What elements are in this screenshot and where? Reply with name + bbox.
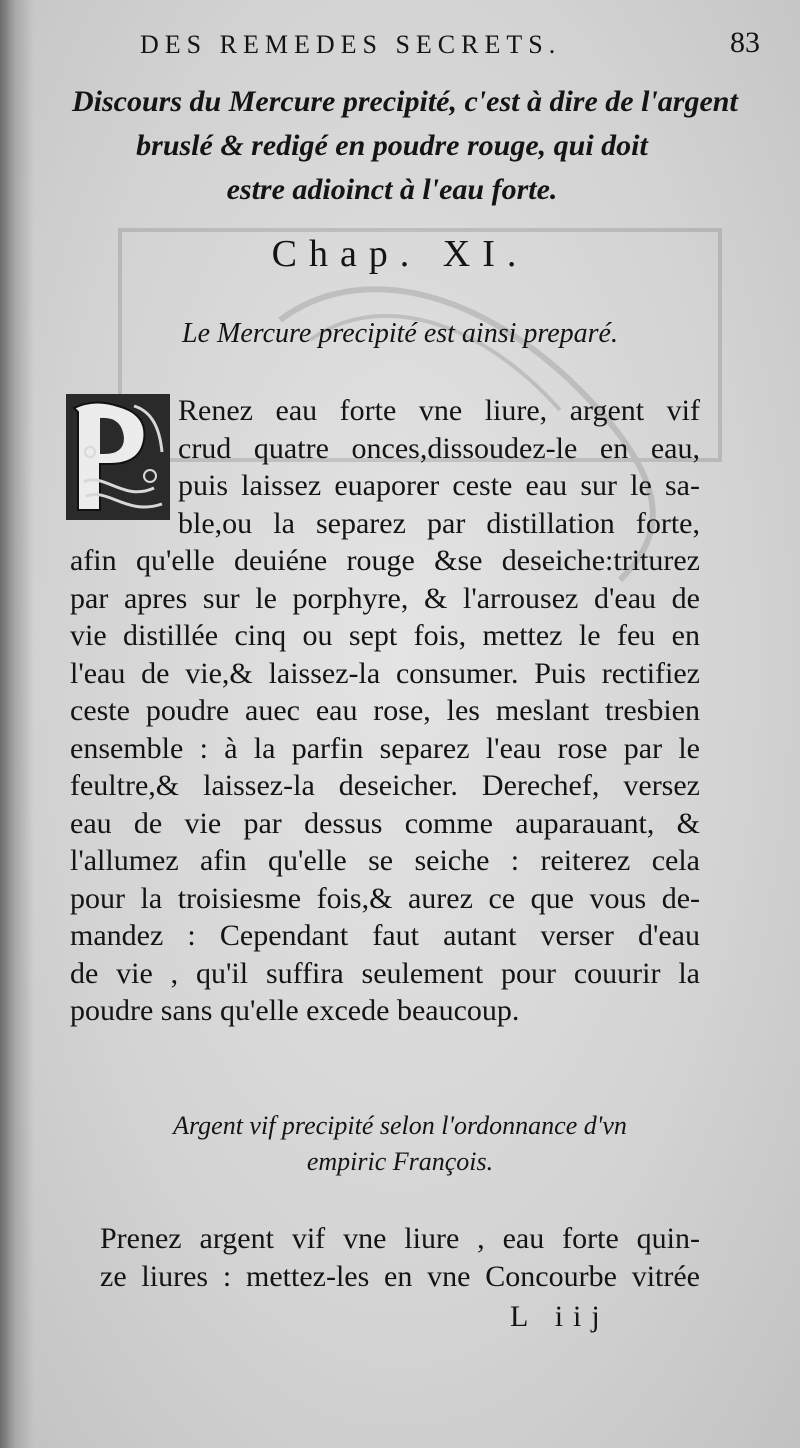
section-title [72,80,738,212]
text-line: feultre,& laissez-la deseicher. Derechef, versez [70,769,700,802]
text-line: ble,ou la separez par distillation forte, [178,506,700,540]
text-line: ze liures : mettez-les en vne Concourbe vitrée [100,1259,700,1293]
section-title-line: Discours du Mercure precipité, c'est à dire de l'argent [72,85,738,118]
second-title-line: Argent vif precipité selon l'ordonnance d'vn [173,1111,627,1140]
section-title-line: bruslé & redigé en poudre rouge, qui doit [136,129,648,162]
running-head: DES REMEDES SECRETS. [140,30,562,59]
chapter-subheading: Le Mercure precipité est ainsi preparé. [182,318,618,349]
text-line: ensemble : à la parfin separez l'eau rose par le [70,731,700,765]
ornamental-dropcap-icon [64,392,172,522]
text-line: puis laissez euaporer ceste eau sur le sa- [178,469,700,502]
signature-mark: L iij [510,1300,610,1333]
paragraph-1 [70,542,700,1030]
text-line: vie distillée cinq ou sept fois, mettez le feu en [70,619,700,652]
text-line: crud quatre onces,dissoudez-le en eau, [178,431,700,465]
text-line: l'eau de vie,& laissez-la consumer. Puis rectifiez [70,656,700,690]
second-title-line: empiric François. [306,1147,494,1176]
page-number: 83 [730,26,760,59]
page-gutter-shadow [0,0,34,1448]
paragraph-1-indented [178,392,700,542]
text-line: eau de vie par dessus comme auparauant, & [70,806,700,840]
second-section-title [100,1108,700,1180]
text-line: par apres sur le porphyre, & l'arrousez d'eau de [70,581,700,615]
text-line: l'allumez afin qu'elle se seiche : reiterez cela [70,844,700,877]
text-line: Renez eau forte vne liure, argent vif [178,394,700,427]
text-line: Prenez argent vif vne liure , eau forte quin- [100,1222,700,1255]
section-title-line: estre adioinct à l'eau forte. [226,173,558,206]
text-line: poudre sans qu'elle excede beaucoup. [70,994,520,1027]
text-line: pour la troisiesme fois,& aurez ce que vous de- [70,881,700,915]
text-line: afin qu'elle deuiéne rouge &se deseiche:triturez [70,544,700,577]
chapter-heading: Chap. XI. [271,233,529,275]
text-line: ceste poudre auec eau rose, les meslant tresbien [70,694,700,727]
text-line: de vie , qu'il suffira seulement pour couurir la [70,956,700,990]
text-line: mandez : Cependant faut autant verser d'eau [70,919,700,952]
paragraph-2 [100,1220,700,1295]
